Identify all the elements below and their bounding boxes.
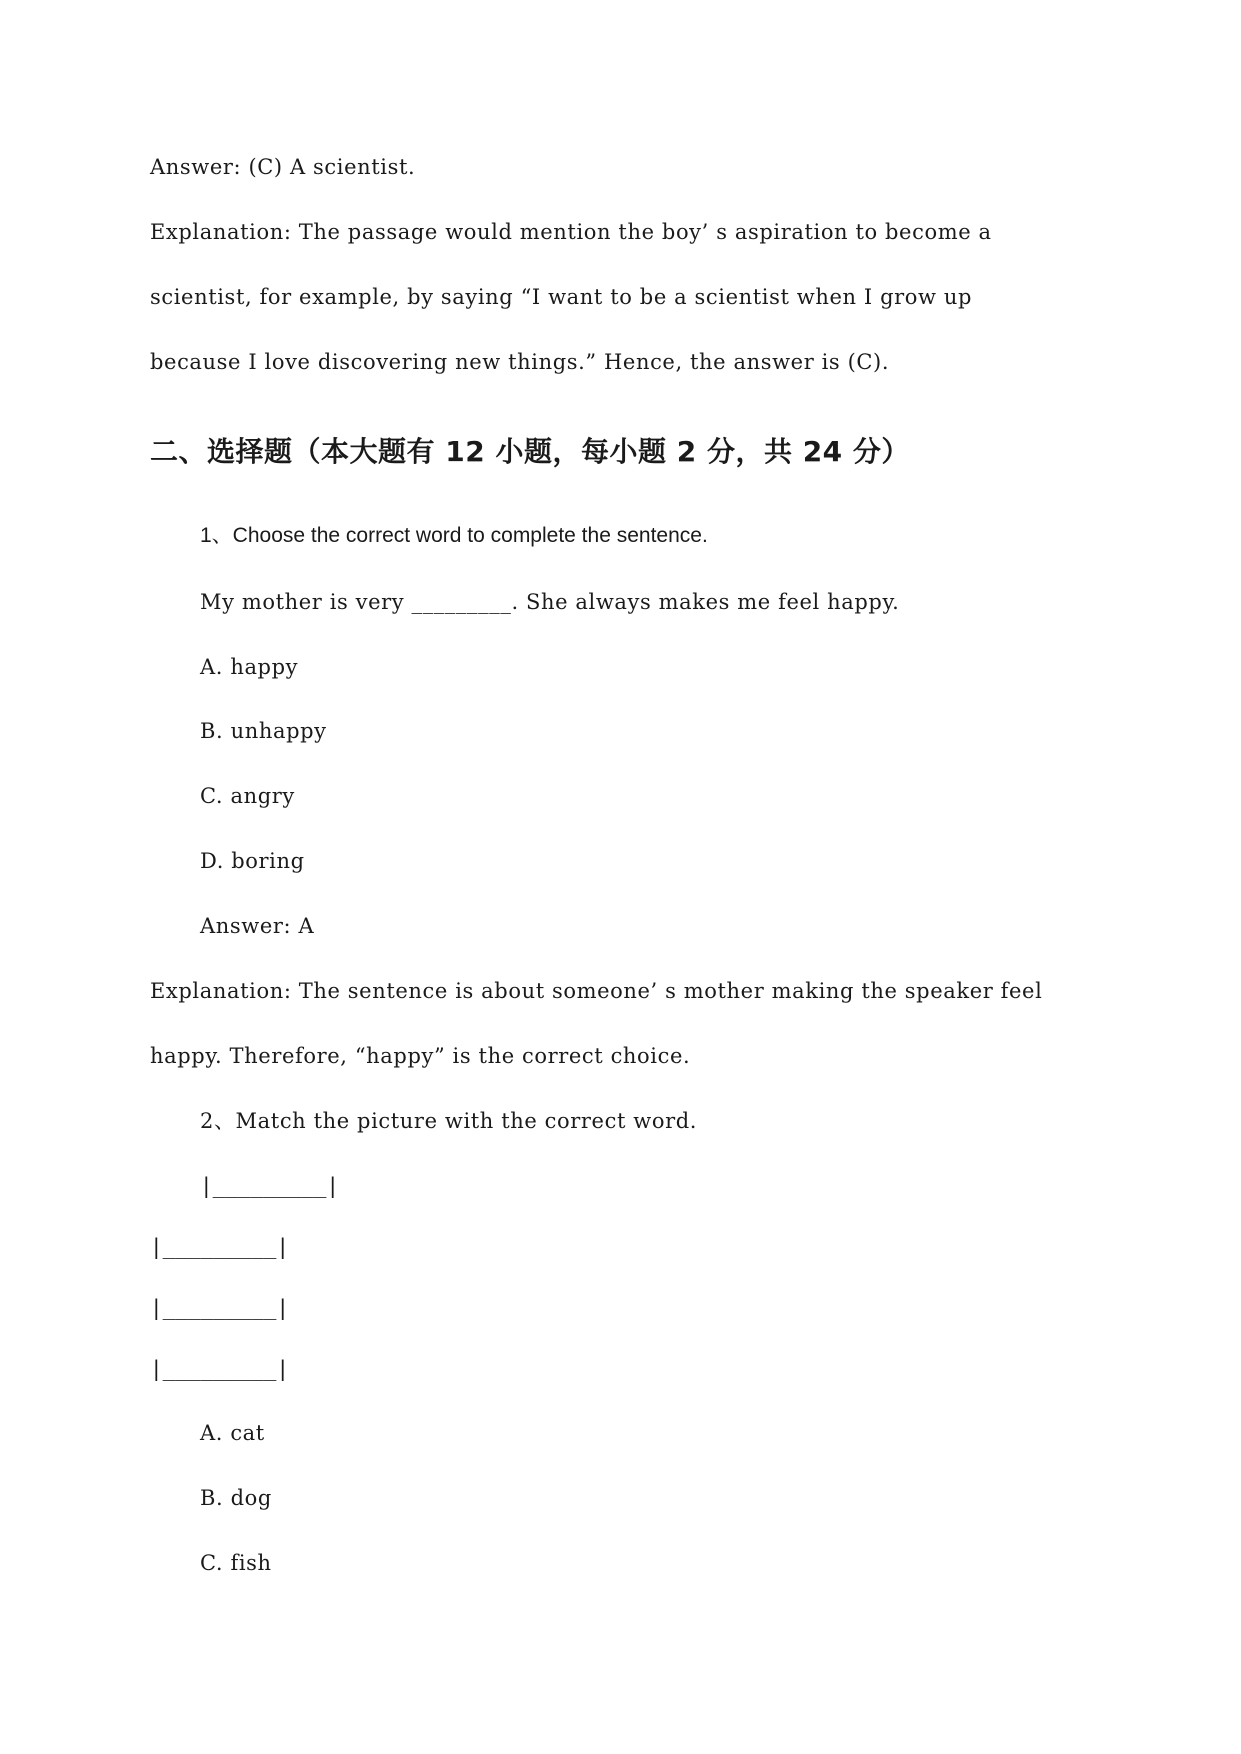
q1-option-d: D. boring <box>200 849 305 873</box>
section-heading: 二、选择题（本大题有 12 小题，每小题 2 分，共 24 分） <box>150 435 910 468</box>
prev-explanation-line-1: Explanation: The passage would mention the boy’ s aspiration to become a <box>150 220 992 244</box>
q2-picture-blank-3: |_________| <box>150 1296 290 1320</box>
q1-sentence: My mother is very _________. She always makes me feel happy. <box>200 590 900 614</box>
q1-option-c: C. angry <box>200 784 295 808</box>
q2-prompt: 2、Match the picture with the correct word. <box>200 1109 698 1133</box>
q2-picture-blank-2: |_________| <box>150 1235 290 1259</box>
q1-option-a: A. happy <box>200 655 299 679</box>
q2-option-a: A. cat <box>200 1421 265 1445</box>
prev-explanation-line-2: scientist, for example, by saying “I want to be a scientist when I grow up <box>150 285 973 309</box>
q1-prompt: 1、Choose the correct word to complete the sentence. <box>200 524 708 547</box>
prev-explanation-line-3: because I love discovering new things.” Hence, the answer is (C). <box>150 350 890 374</box>
q1-answer: Answer: A <box>200 914 315 938</box>
q2-option-b: B. dog <box>200 1486 272 1510</box>
q1-option-b: B. unhappy <box>200 719 327 743</box>
prev-answer: Answer: (C) A scientist. <box>150 155 416 179</box>
q2-picture-blank-1: |_________| <box>200 1174 340 1198</box>
q2-picture-blank-4: |_________| <box>150 1357 290 1381</box>
q1-explanation-line-2: happy. Therefore, “happy” is the correct choice. <box>150 1044 691 1068</box>
q1-explanation-line-1: Explanation: The sentence is about someone’ s mother making the speaker feel <box>150 979 1043 1003</box>
q2-option-c: C. fish <box>200 1551 272 1575</box>
